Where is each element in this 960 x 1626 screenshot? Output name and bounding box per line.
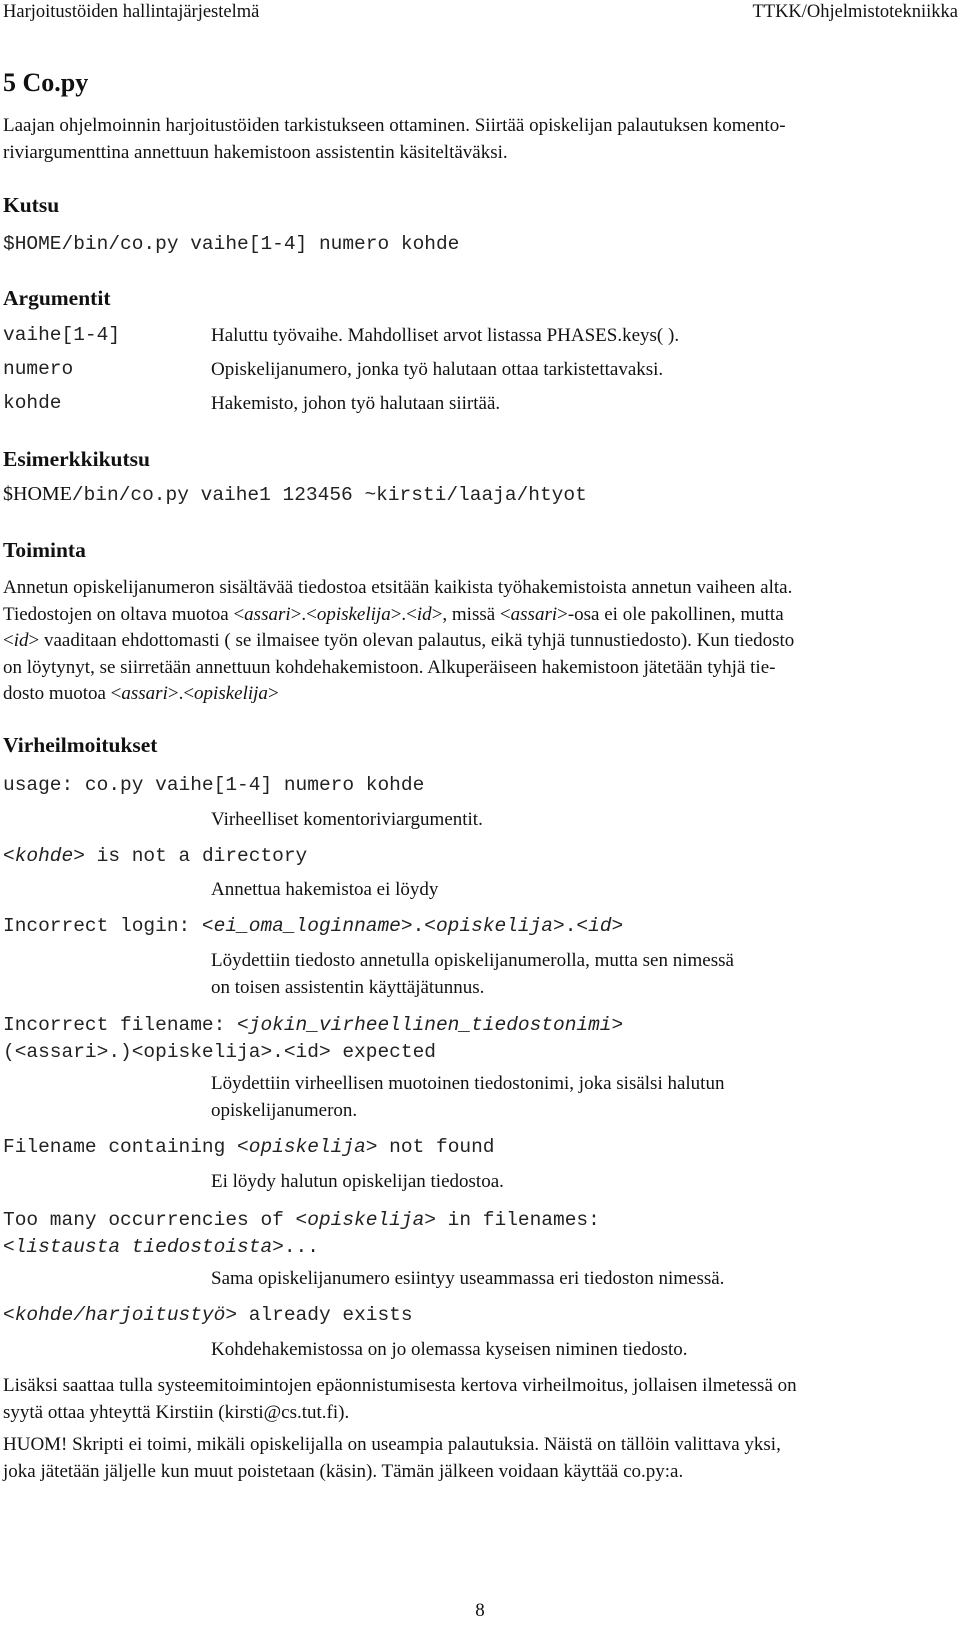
paragraph-line: syytä ottaa yhteyttä Kirstiin (kirsti@cs.tut.fi). <box>3 1401 350 1423</box>
toiminta-heading: Toiminta <box>3 538 86 562</box>
arg-name: kohde <box>3 392 62 414</box>
text-span: < <box>3 630 14 651</box>
arg-desc: Hakemisto, johon työ halutaan siirtää. <box>211 393 501 414</box>
text-span: >.< <box>390 603 417 625</box>
error-description: Annettua hakemistoa ei löydy <box>211 879 439 900</box>
text-span: < <box>3 1236 15 1258</box>
text-span: Incorrect login: < <box>3 915 214 937</box>
text-span: > not found <box>365 1136 495 1158</box>
error-description: Sama opiskelijanumero esiintyy useammassa eri tiedoston nimessä. <box>211 1268 725 1289</box>
intro-paragraph <box>3 113 958 166</box>
section-title: 5 Co.py <box>3 68 89 97</box>
huom-paragraph <box>3 1432 958 1485</box>
error-message <box>3 1136 495 1158</box>
italic-span: assari <box>121 683 168 704</box>
arg-name: numero <box>3 358 74 380</box>
toiminta-line-5 <box>3 681 958 708</box>
italic-span: opiskelija <box>435 915 554 937</box>
italic-span: assari <box>510 603 558 625</box>
text-span: > already exists <box>225 1304 413 1326</box>
error-message-line <box>3 1012 623 1039</box>
toiminta-paragraph <box>3 575 958 708</box>
text-span: >... <box>272 1236 319 1258</box>
italic-span: opiskelija <box>194 683 268 704</box>
text-span: >.< <box>290 603 317 625</box>
error-message <box>3 845 307 867</box>
text-span: Filename containing < <box>3 1136 249 1158</box>
intro-line-2: riviargumenttina annettuun hakemistoon assistentin käsiteltäväksi. <box>3 141 508 163</box>
arg-name: vaihe[1-4] <box>3 324 121 346</box>
text-span: >.< <box>553 915 589 937</box>
text-span: > <box>611 1014 624 1036</box>
toiminta-line-4: on löytynyt, se siirretään annettuun kohdehakemistoon. Alkuperäiseen hakemistoon jätetään tyhjä tie- <box>3 656 776 678</box>
argumentit-heading: Argumentit <box>3 286 111 310</box>
italic-span: id <box>13 630 29 651</box>
italic-span: id <box>588 915 612 937</box>
paragraph-line: joka jätetään jäljelle kun muut poistetaan (käsin). Tämän jälkeen voidaan käyttää co.py:a. <box>3 1460 684 1482</box>
arg-desc: Opiskelijanumero, jonka työ halutaan ottaa tarkistettavaksi. <box>211 359 664 380</box>
page-number: 8 <box>475 1600 485 1621</box>
error-message: usage: co.py vaihe[1-4] numero kohde <box>3 774 425 796</box>
error-message <box>3 1012 623 1066</box>
header-left: Harjoitustöiden hallintajärjestelmä <box>3 2 260 22</box>
text-span: dosto muotoa < <box>3 683 122 704</box>
italic-span: jokin_virheellinen_tiedostonimi <box>248 1014 612 1036</box>
italic-span: ei_oma_loginname <box>213 915 401 937</box>
error-message <box>3 1304 413 1326</box>
text-span: Tiedostojen on oltava muotoa < <box>3 603 245 625</box>
text-span: > vaaditaan ehdottomasti ( se ilmaisee työn olevan palautus, eikä tyhjä tunnustiedosto). Kun tiedosto <box>28 630 795 651</box>
lisaksi-paragraph <box>3 1373 958 1426</box>
toiminta-line-2 <box>3 602 958 629</box>
error-description: Ei löydy halutun opiskelijan tiedostoa. <box>211 1171 504 1192</box>
text-span: >.< <box>167 683 195 704</box>
intro-line-1: Laajan ohjelmoinnin harjoitustöiden tarkistukseen ottaminen. Siirtää opiskelijan palautuksen komento- <box>3 115 786 136</box>
text-span: < <box>3 845 15 867</box>
esimerkki-command <box>3 483 587 506</box>
kutsu-heading: Kutsu <box>3 193 60 217</box>
description-line: Löydettiin tiedosto annetulla opiskelijanumerolla, mutta sen nimessä <box>211 950 734 971</box>
error-description <box>211 1071 956 1124</box>
italic-span: opiskelija <box>316 603 391 625</box>
error-description: Virheelliset komentoriviargumentit. <box>211 809 483 830</box>
kutsu-command: $HOME/bin/co.py vaihe[1-4] numero kohde <box>3 233 460 255</box>
text-span: > <box>611 915 624 937</box>
text-span: Incorrect filename: < <box>3 1014 249 1036</box>
toiminta-line-3 <box>3 628 958 655</box>
text-span: >.< <box>400 915 436 937</box>
error-description <box>211 948 956 1001</box>
text-span: > in filenames: <box>424 1209 600 1231</box>
error-message <box>3 1207 600 1261</box>
arg-desc: Haluttu työvaihe. Mahdolliset arvot listassa PHASES.keys( ). <box>211 325 680 346</box>
description-line: on toisen assistentin käyttäjätunnus. <box>211 976 485 998</box>
virheet-heading: Virheilmoitukset <box>3 733 158 757</box>
toiminta-line-1: Annetun opiskelijanumeron sisältävää tiedostoa etsitään kaikista työhakemistoista annetun vaiheen alta. <box>3 577 793 598</box>
italic-span: kohde/harjoitustyö <box>14 1304 226 1326</box>
text-span: > is not a directory <box>73 845 308 867</box>
italic-span: kohde <box>14 845 74 867</box>
paragraph-line: Lisäksi saattaa tulla systeemitoimintojen epäonnistumisesta kertova virheilmoitus, jollaisen ilmetessä on <box>3 1375 797 1396</box>
error-description: Kohdehakemistossa on jo olemassa kyseisen niminen tiedosto. <box>211 1339 688 1360</box>
text-span: < <box>3 1304 15 1326</box>
text-span: >, missä < <box>431 603 511 625</box>
error-message-line <box>3 1234 600 1261</box>
text-span: >-osa ei ole pakollinen, mutta <box>557 603 784 625</box>
text-span: > <box>267 683 279 704</box>
esimerkki-prefix: $HOME <box>3 483 72 505</box>
italic-span: opiskelija <box>248 1136 366 1158</box>
paragraph-line: HUOM! Skripti ei toimi, mikäli opiskelijalla on useampia palautuksia. Näistä on tällöin valittava yksi, <box>3 1434 781 1455</box>
italic-span: opiskelija <box>307 1209 425 1231</box>
error-message-line: (<assari>.)<opiskelija>.<id> expected <box>3 1041 436 1063</box>
error-message-line <box>3 1207 600 1234</box>
italic-span: listausta tiedostoista <box>14 1236 273 1258</box>
description-line: Löydettiin virheellisen muotoinen tiedostonimi, joka sisälsi halutun <box>211 1073 725 1094</box>
running-header <box>3 2 958 24</box>
esimerkki-heading: Esimerkkikutsu <box>3 447 150 471</box>
italic-span: id <box>416 603 432 625</box>
description-line: opiskelijanumeron. <box>211 1099 358 1121</box>
text-span: Too many occurrencies of < <box>3 1209 308 1231</box>
header-right: TTKK/Ohjelmistotekniikka <box>752 2 958 22</box>
italic-span: assari <box>244 603 291 625</box>
error-message <box>3 915 623 937</box>
esimerkki-path: /bin/co.py vaihe1 123456 ~kirsti/laaja/htyot <box>71 484 587 506</box>
